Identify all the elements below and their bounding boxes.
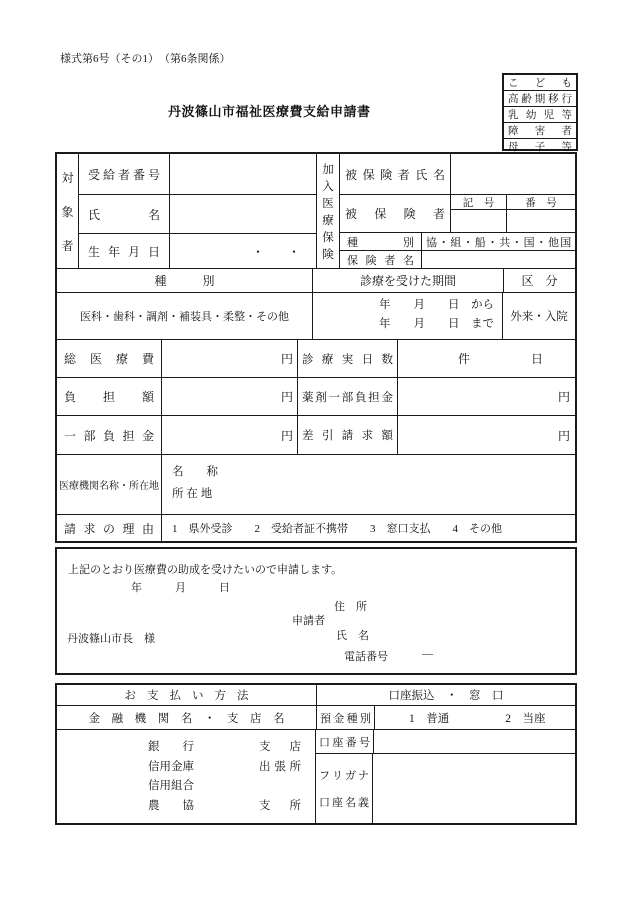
category-item[interactable] — [504, 75, 576, 91]
deposit-option-ordinary[interactable]: 1 普通 — [409, 712, 450, 725]
drug-copay-field[interactable] — [398, 378, 575, 415]
applicant-name-label[interactable]: 氏 名 — [336, 630, 369, 642]
category-label: 母 子 等 — [508, 142, 572, 153]
number-field[interactable] — [507, 210, 575, 232]
insurance-side-label: 加 入 医 療 保 険 — [317, 154, 340, 268]
bank-branch-header: 金 融 機 関 名 ・ 支 店 名 — [57, 706, 317, 729]
declaration-box — [55, 547, 577, 675]
declaration-statement: 上記のとおり医療費の助成を受けたいので申請します。 — [68, 564, 343, 576]
recipient-number-label: 受 給 者 番 号 — [79, 154, 170, 194]
treatment-period-header: 診療を受けた期間 — [313, 269, 504, 292]
institution-field[interactable] — [162, 455, 575, 514]
bank-type-label: 農 協 — [148, 800, 194, 813]
partial-copay-field[interactable] — [162, 416, 298, 454]
furigana-label: フ リ ガ ナ — [319, 770, 369, 783]
mayor-addressee: 丹波篠山市長 様 — [67, 633, 155, 645]
drug-copay-label: 薬 剤 一 部 負 担 金 — [298, 378, 398, 415]
bank-line[interactable] — [148, 738, 301, 754]
claim-reason-label: 請 求 の 理 由 — [57, 515, 162, 541]
main-table — [55, 152, 577, 543]
category-label: 乳 幼 児 等 — [508, 110, 572, 121]
yen-unit: 円 — [280, 352, 293, 366]
amounts-section — [57, 340, 575, 455]
phone-number-separator: ― — [422, 648, 433, 660]
division-options[interactable]: 外来・入院 — [510, 311, 568, 323]
symbol-column-header: 記 号 — [451, 195, 507, 209]
claim-reason-options[interactable]: 1 県外受診 2 受給者証不携帯 3 窓口支払 4 その他 — [172, 523, 502, 535]
institution-label: 医療機関名称・所在地 — [57, 455, 162, 514]
treatment-days-label: 診 療 実 日 数 — [298, 340, 398, 377]
yen-unit: 円 — [557, 428, 570, 443]
deposit-option-current[interactable]: 2 当座 — [505, 712, 546, 725]
days-unit: 日 — [530, 352, 543, 366]
subject-side-label: 対 象 者 — [57, 154, 79, 268]
branch-type-label: 支 所 — [259, 800, 301, 813]
division-header: 区 分 — [521, 274, 558, 288]
period-from-line[interactable]: 年 月 日 から — [379, 299, 494, 311]
treatment-period-field[interactable] — [313, 293, 503, 339]
bank-line[interactable] — [148, 777, 301, 793]
payment-table — [55, 683, 577, 825]
net-claim-label: 差 引 請 求 額 — [298, 416, 398, 454]
declaration-date-field[interactable]: 年 月 日 — [131, 582, 230, 594]
subject-name-field[interactable] — [170, 195, 316, 233]
category-label: 高 齢 期 移 行 — [508, 94, 572, 105]
insured-person-name-label: 被 保 険 者 氏 名 — [340, 154, 451, 194]
total-medical-cost-label: 総 医 療 費 — [57, 340, 162, 377]
branch-type-label: 支 店 — [259, 740, 301, 753]
treatment-days-field[interactable] — [398, 340, 575, 377]
bank-type-label: 銀 行 — [148, 740, 194, 753]
institution-address-label: 所 在 地 — [172, 488, 213, 500]
subject-name-label: 氏 名 — [79, 195, 170, 233]
insurer-name-field[interactable] — [422, 251, 575, 268]
burden-amount-label: 負 担 額 — [57, 378, 162, 415]
reason-section — [57, 515, 575, 541]
insurance-type-label: 種 別 — [340, 233, 422, 250]
yen-unit: 円 — [280, 428, 293, 443]
bank-type-label: 信 用 金 庫 — [148, 760, 194, 773]
period-to-line[interactable]: 年 月 日 まで — [379, 318, 494, 330]
phone-number-label[interactable]: 電話番号 — [344, 651, 388, 663]
number-column-header: 番 号 — [525, 197, 557, 209]
partial-copay-label: 一 部 負 担 金 — [57, 416, 162, 454]
subject-rows — [79, 154, 317, 268]
cases-unit: 件 — [458, 352, 471, 366]
insured-person-label: 被 保 険 者 — [340, 195, 451, 232]
page-title: 丹波篠山市福祉医療費支給申請書 — [168, 104, 371, 119]
treatment-section — [57, 269, 575, 340]
category-item[interactable] — [504, 123, 576, 139]
category-item[interactable] — [504, 107, 576, 123]
applicant-label: 申請者 — [292, 615, 325, 627]
category-label: 障 害 者 — [508, 126, 572, 137]
category-label: こ ど も — [508, 78, 572, 89]
deposit-type-options[interactable] — [375, 706, 575, 729]
net-claim-field[interactable] — [398, 416, 575, 454]
account-number-field[interactable] — [374, 730, 575, 753]
account-number-label: 口 座 番 号 — [316, 730, 374, 753]
category-item[interactable] — [504, 91, 576, 107]
recipient-number-field[interactable] — [170, 154, 316, 194]
insurance-rows — [340, 154, 575, 268]
payment-method-header: お 支 払 い 方 法 — [57, 685, 317, 705]
applicant-address-label[interactable]: 住 所 — [334, 601, 367, 613]
category-box — [502, 73, 578, 151]
institution-name-label: 名 称 — [172, 466, 218, 478]
account-holder-label: 口 座 名 義 — [319, 796, 369, 809]
treatment-type-header: 種 別 — [57, 269, 313, 292]
deposit-type-label: 預 金 種 別 — [317, 706, 375, 729]
form-number-label: 様式第6号（その1） （第6条関係） — [60, 53, 231, 65]
bank-line[interactable] — [148, 758, 301, 774]
yen-unit: 円 — [280, 390, 293, 404]
bank-name-field[interactable] — [57, 730, 316, 823]
insurance-type-options[interactable]: 協・組・船・共・国・他国 — [426, 236, 573, 249]
institution-section — [57, 455, 575, 515]
total-medical-cost-field[interactable] — [162, 340, 298, 377]
birthdate-field[interactable]: ・ ・ — [251, 244, 300, 259]
bank-type-label: 信 用 組 合 — [148, 780, 194, 793]
symbol-field[interactable] — [451, 210, 507, 232]
account-holder-field[interactable] — [373, 754, 575, 823]
birthdate-label: 生 年 月 日 — [79, 234, 170, 268]
insured-person-name-field[interactable] — [451, 154, 575, 194]
treatment-type-options[interactable]: 医科・歯科・調剤・補装具・柔整・その他 — [57, 293, 313, 339]
bank-line[interactable] — [148, 797, 301, 813]
insurer-name-label: 保 険 者 名 — [340, 251, 422, 268]
subject-insurance-section — [57, 154, 575, 269]
burden-amount-field[interactable] — [162, 378, 298, 415]
yen-unit: 円 — [557, 390, 570, 404]
payment-method-options[interactable]: 口座振込 ・ 窓 口 — [388, 690, 504, 702]
branch-type-label: 出 張 所 — [259, 760, 301, 773]
